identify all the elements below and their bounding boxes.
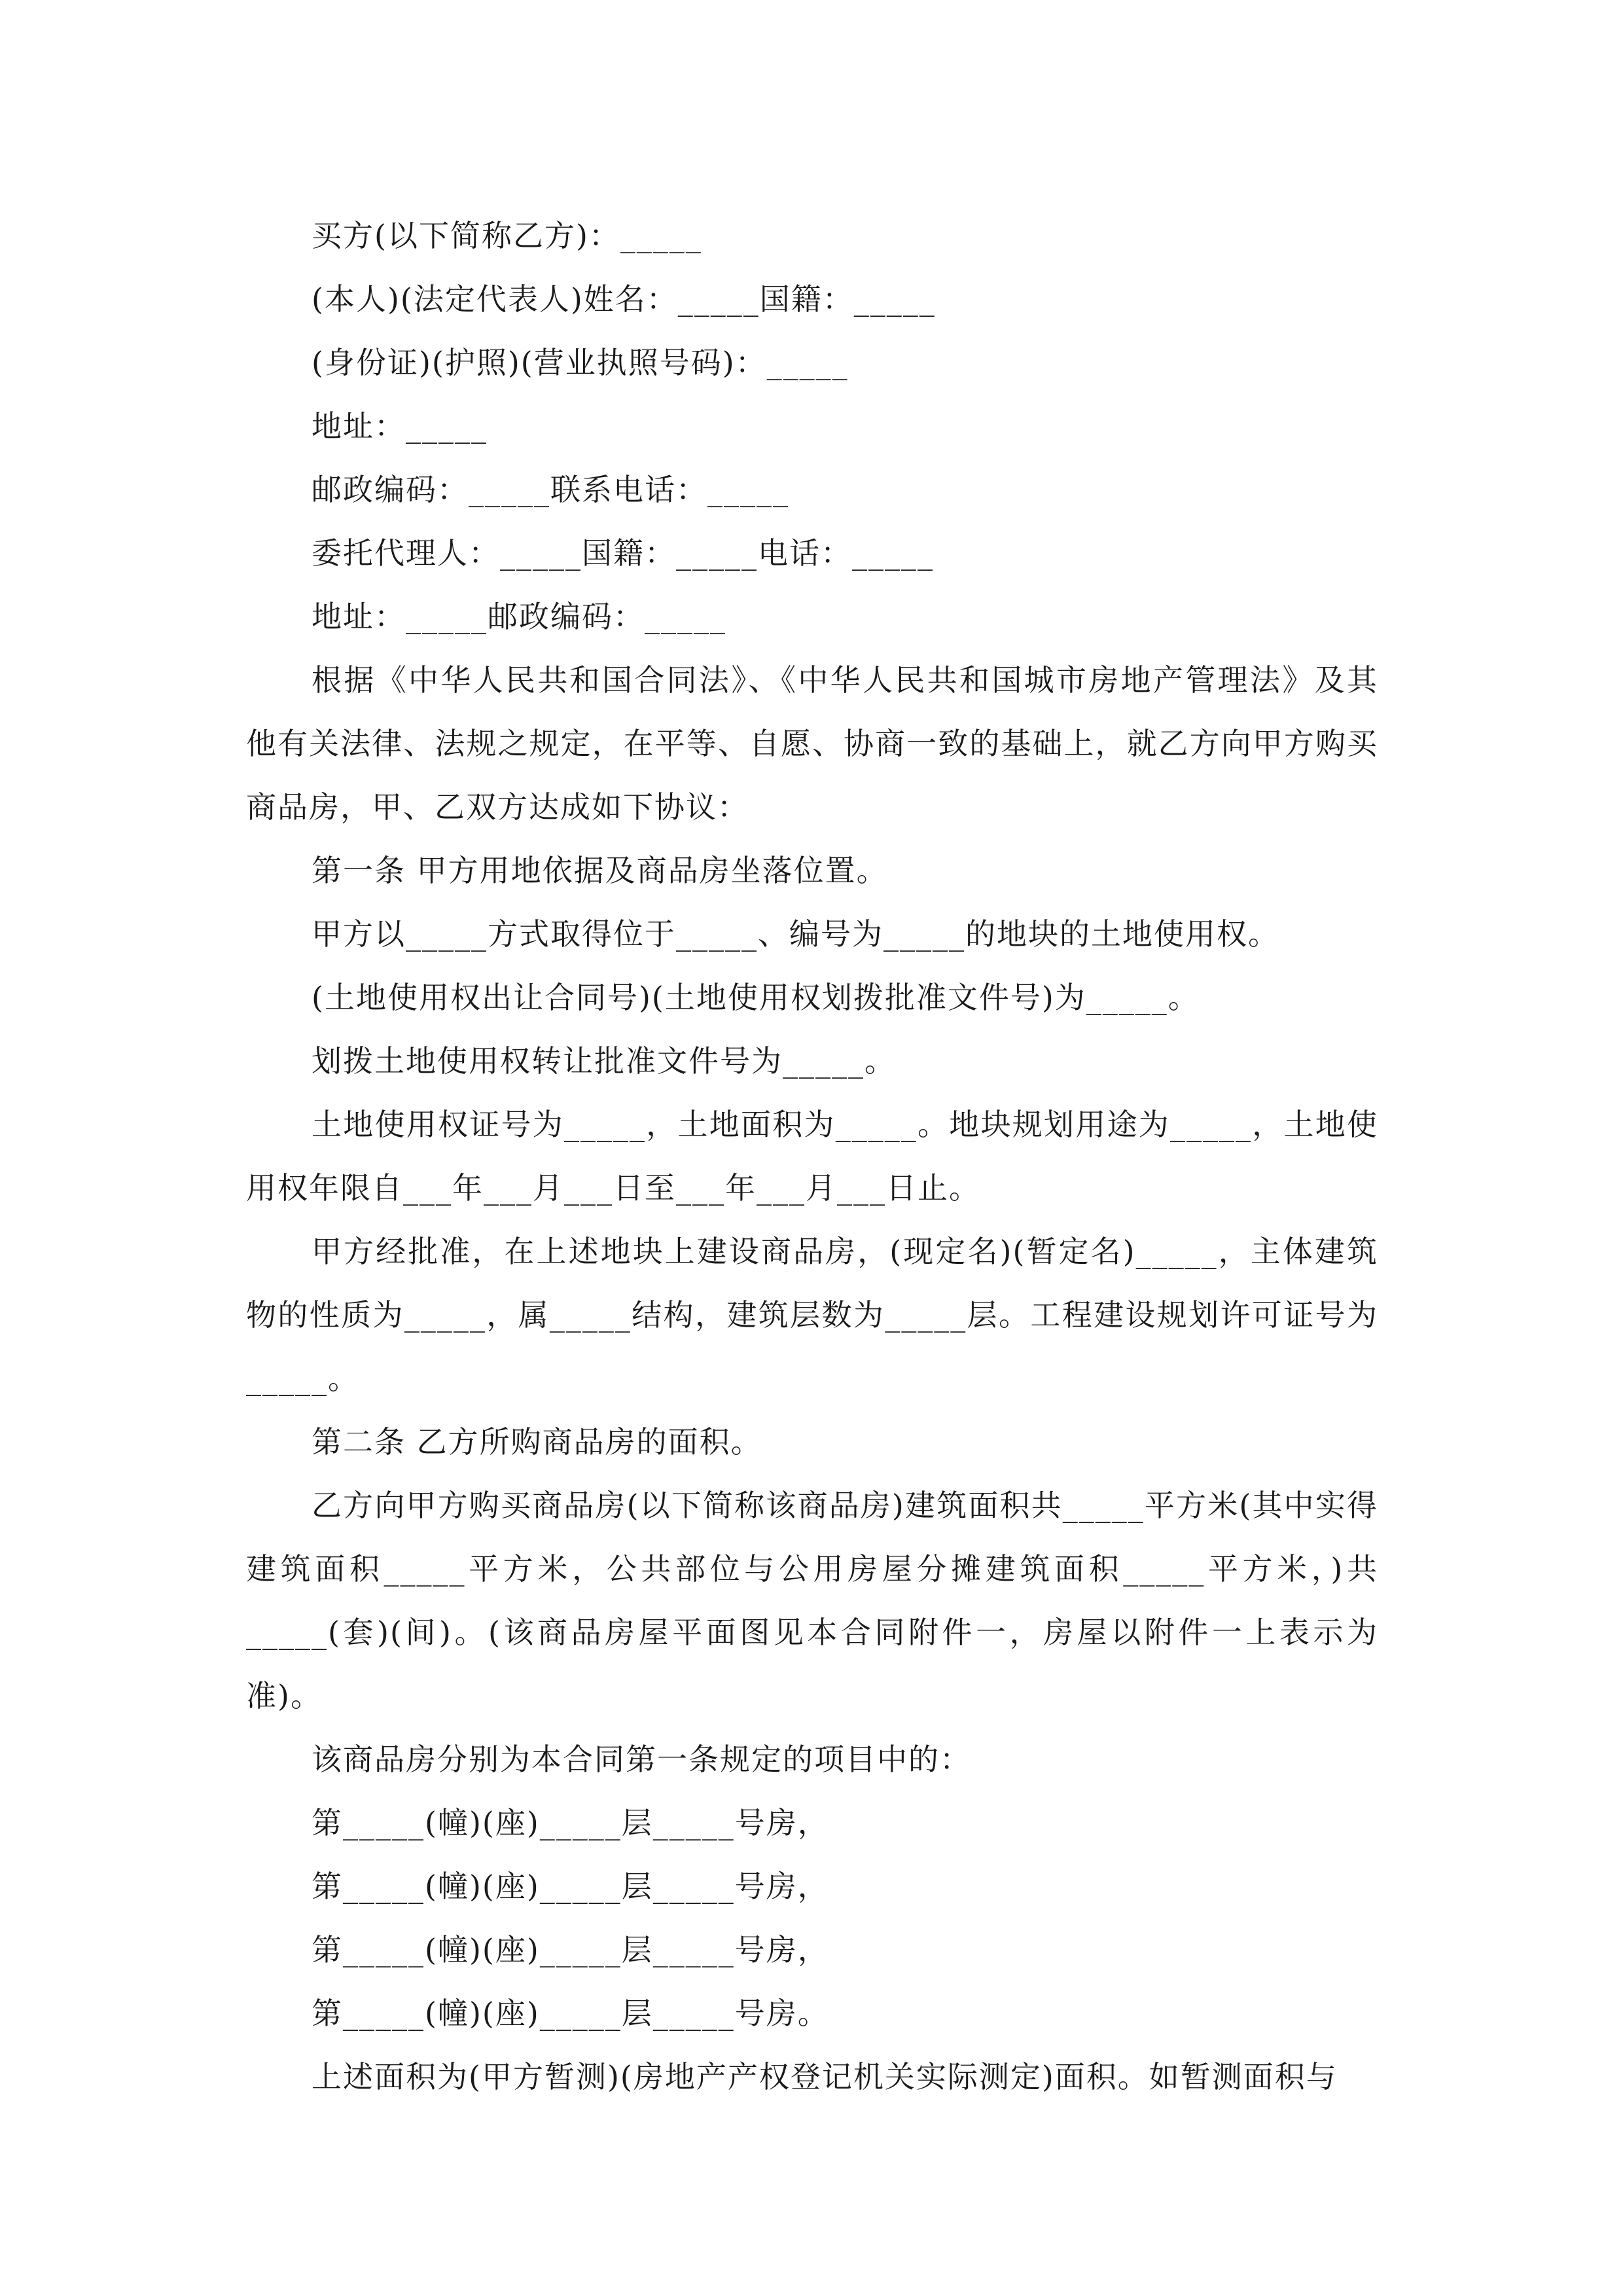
article-2-paragraph-2: 该商品房分别为本合同第一条规定的项目中的：: [312, 1742, 971, 1777]
contract-body: [246, 204, 1378, 2109]
room-line: 第_____(幢)(座)_____层_____号房，: [312, 1869, 829, 1904]
room-line: 第_____(幢)(座)_____层_____号房，: [312, 1805, 829, 1840]
buyer-name-line: 买方(以下简称乙方)：_____: [312, 218, 702, 253]
intro-paragraph: 根据《中华人民共和国合同法》、《中华人民共和国城市房地产管理法》及其他有关法律、法规之规定，在平等、自愿、协商一致的基础上，就乙方向甲方购买商品房，甲、乙双方达成如下协议：: [246, 662, 1378, 825]
room-line: 第_____(幢)(座)_____层_____号房。: [312, 1996, 829, 2031]
buyer-postcode-line: 邮政编码：_____联系电话：_____: [312, 472, 789, 507]
article-1-title: 第一条 甲方用地依据及商品房坐落位置。: [312, 853, 888, 888]
article-1-paragraph-5: 甲方经批准，在上述地块上建设商品房，(现定名)(暂定名)_____，主体建筑物的性质为_____，属_____结构，建筑层数为_____层。工程建设规划许可证号为_____。: [246, 1234, 1378, 1396]
article-1-paragraph-1: 甲方以_____方式取得位于_____、编号为_____的地块的土地使用权。: [312, 916, 1279, 952]
article-1-paragraph-4: 土地使用权证号为_____，土地面积为_____。地块规划用途为_____，土地使用权年限自___年___月___日至___年___月___日止。: [246, 1107, 1378, 1206]
agent-address-line: 地址：_____邮政编码：_____: [312, 599, 726, 634]
buyer-id-line: (身份证)(护照)(营业执照号码)：_____: [312, 345, 849, 380]
agent-line: 委托代理人：_____国籍：_____电话：_____: [312, 535, 934, 571]
article-2-title: 第二条 乙方所购商品房的面积。: [312, 1424, 762, 1460]
article-2-paragraph-1: 乙方向甲方购买商品房(以下简称该商品房)建筑面积共_____平方米(其中实得建筑面积_____平方米，公共部位与公用房屋分摊建筑面积_____平方米，)共_____(套)(间)。(该商品房屋平面图见本合同附件一，房屋以附件一上表示为准)。: [246, 1488, 1378, 1713]
buyer-address-line: 地址：_____: [312, 408, 488, 444]
buyer-person-line: (本人)(法定代表人)姓名：_____国籍：_____: [312, 281, 936, 317]
article-2-paragraph-3: 上述面积为(甲方暂测)(房地产产权登记机关实际测定)面积。如暂测面积与: [312, 2059, 1338, 2094]
article-1-paragraph-2: (土地使用权出让合同号)(土地使用权划拨批准文件号)为_____。: [312, 980, 1200, 1015]
room-line: 第_____(幢)(座)_____层_____号房，: [312, 1932, 829, 1967]
article-1-paragraph-3: 划拨土地使用权转让批准文件号为_____。: [312, 1043, 896, 1079]
